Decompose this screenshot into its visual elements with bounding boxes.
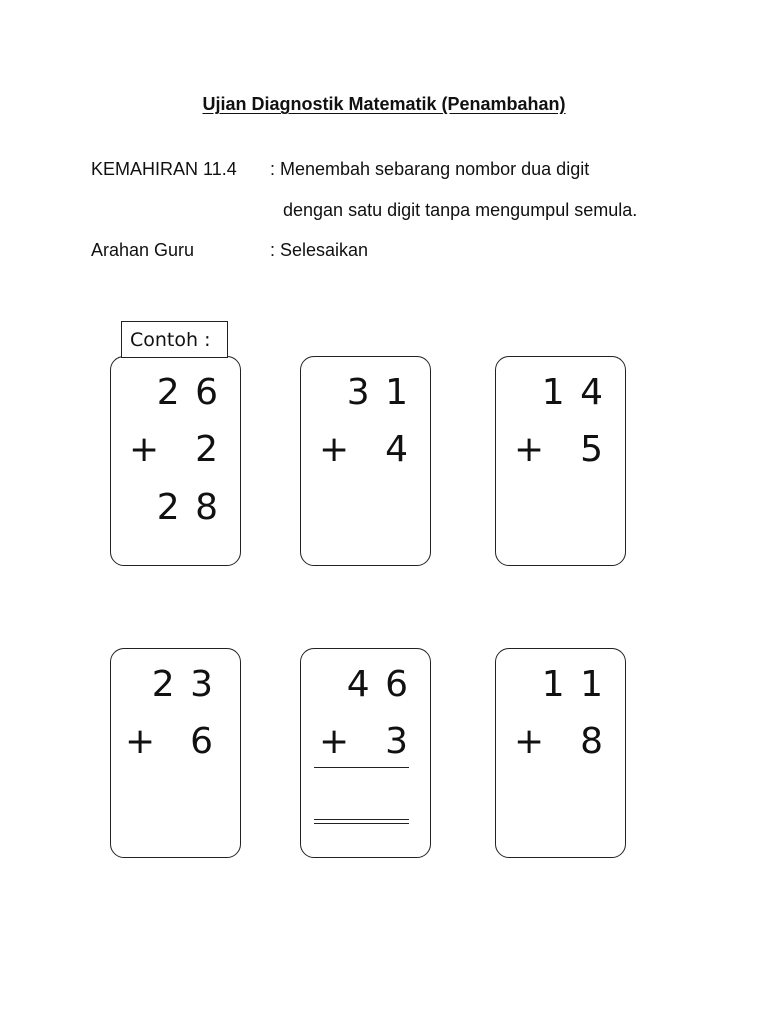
- card-top-number: 2 3: [151, 664, 215, 705]
- problem-card: [495, 356, 626, 566]
- plus-sign: +: [319, 429, 352, 470]
- card-bottom-number: 6: [190, 721, 215, 762]
- example-label: Contoh :: [121, 321, 228, 358]
- card-top-number: 1 1: [541, 664, 605, 705]
- card-bottom-number: 3: [385, 721, 410, 762]
- page-title: Ujian Diagnostik Matematik (Penambahan): [202, 94, 566, 114]
- problem-card: [300, 648, 431, 858]
- card-bottom-number: 4: [385, 429, 410, 470]
- problem-card: [300, 356, 431, 566]
- plus-sign: +: [514, 429, 547, 470]
- card-top-number: 1 4: [541, 372, 605, 413]
- card-bottom-number: 5: [580, 429, 605, 470]
- card-top-number: 2 6: [156, 372, 220, 413]
- instruction-label: Arahan Guru: [91, 240, 195, 260]
- card-top-number: 3 1: [346, 372, 410, 413]
- example-card: [110, 356, 241, 566]
- plus-sign: +: [125, 721, 158, 762]
- card-bottom-number: 2: [195, 429, 220, 470]
- plus-sign: +: [514, 721, 547, 762]
- sum-line: [314, 767, 409, 768]
- skill-description-line2: dengan satu digit tanpa mengumpul semula.: [283, 200, 638, 220]
- plus-sign: +: [129, 429, 162, 470]
- instruction-text: : Selesaikan: [270, 240, 369, 260]
- answer-line-upper: [314, 819, 409, 820]
- answer-line-lower: [314, 823, 409, 824]
- skill-description-line1: : Menembah sebarang nombor dua digit: [270, 159, 590, 179]
- card-top-number: 4 6: [346, 664, 410, 705]
- card-answer: 2 8: [156, 487, 220, 528]
- plus-sign: +: [319, 721, 352, 762]
- card-bottom-number: 8: [580, 721, 605, 762]
- problem-card: [110, 648, 241, 858]
- problem-card: [495, 648, 626, 858]
- skill-label: KEMAHIRAN 11.4: [91, 159, 237, 179]
